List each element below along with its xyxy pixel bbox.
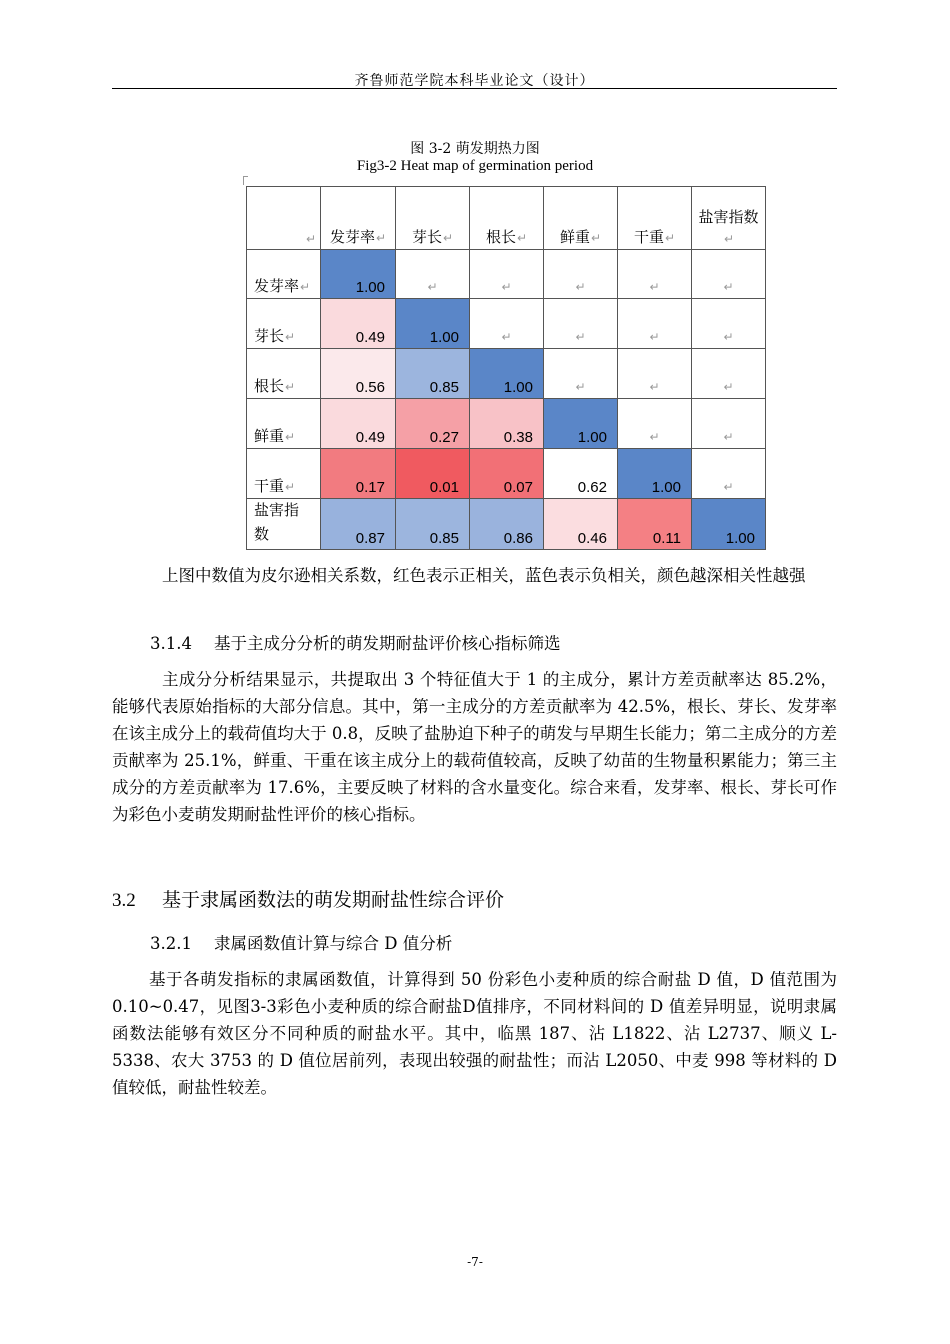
cell-value: 0.56: [355, 379, 385, 396]
heatmap-row: [247, 349, 766, 399]
cell-value: 0.27: [429, 429, 459, 446]
cell-value: 0.01: [429, 479, 459, 496]
heatmap-cell: [321, 399, 396, 449]
return-mark: ↵: [442, 231, 454, 245]
heatmap-cell: [692, 499, 766, 550]
return-mark: ↵: [300, 280, 311, 294]
cell-value: 0.49: [355, 429, 385, 446]
section-3-2-title: 基于隶属函数法的萌发期耐盐性综合评价: [162, 889, 505, 911]
section-3-2-number: 3.2: [112, 890, 136, 911]
heatmap-row: [247, 299, 766, 349]
return-mark: ↵: [575, 280, 586, 294]
heatmap-cell: [544, 299, 618, 349]
heatmap-row: [247, 499, 766, 550]
return-mark: ↵: [305, 232, 316, 246]
heatmap-cell: [396, 499, 470, 550]
cell-value: 1.00: [725, 530, 755, 547]
column-header: [618, 187, 692, 250]
column-header-label: 鲜重: [559, 229, 590, 246]
column-header-label: 根长: [485, 229, 516, 246]
row-header: [247, 449, 321, 499]
return-mark: ↵: [723, 480, 734, 494]
return-mark: ↵: [723, 280, 734, 294]
column-header: [470, 187, 544, 250]
return-mark: ↵: [723, 330, 734, 344]
return-mark: ↵: [723, 430, 734, 444]
return-mark: ↵: [285, 480, 296, 494]
column-header-label: 芽长: [411, 229, 442, 246]
page-number: -7-: [467, 1255, 483, 1269]
column-header: [692, 187, 766, 250]
paragraph-d-value: 基于各萌发指标的隶属函数值，计算得到 50 份彩色小麦种质的综合耐盐 D 值，D 值范围为 0.10~0.47，见图3-3彩色小麦种质的综合耐盐D值排序，不同材料间的 D 值差异明显，说明隶属函数法能够有效区分不同种质的耐盐水平。其中，临黑 187、沾 L1822、沾 L2737、顺义 L-5338、农大 3753 的 D 值位居前列，表现出较强的耐盐性；而沾 L2050、中麦 998 等材料的 D 值较低，耐盐性较差。: [112, 970, 837, 1097]
column-header: [544, 187, 618, 250]
figure-caption-cn: 图 3-2 萌发期热力图: [410, 141, 540, 157]
section-3-2-heading: [112, 885, 504, 912]
heatmap-cell: [692, 250, 766, 299]
return-mark: ↵: [649, 280, 660, 294]
section-3-1-4-number: 3.1.4: [150, 634, 192, 653]
return-mark: ↵: [427, 280, 438, 294]
heatmap-cell: [692, 349, 766, 399]
cell-value: 0.49: [355, 329, 385, 346]
heatmap-row: [247, 250, 766, 299]
heatmap-cell: [321, 250, 396, 299]
section-3-2-1-number: 3.2.1: [150, 934, 192, 953]
column-header: [396, 187, 470, 250]
heatmap-corner-cell: [247, 187, 321, 250]
column-header-label: 发芽率: [329, 229, 375, 246]
cell-value: 1.00: [651, 479, 681, 496]
heatmap-cell: [470, 299, 544, 349]
paragraph-pca: 主成分分析结果显示，共提取出 3 个特征值大于 1 的主成分，累计方差贡献率达 85.2%，能够代表原始指标的大部分信息。其中，第一主成分的方差贡献率为 42.5%，根长、芽长、发芽率在该主成分上的载荷值均大于 0.8，反映了盐胁迫下种子的萌发与早期生长能力；第二主成分的方差贡献率为 25.1%，鲜重、干重在该主成分上的载荷值较高，反映了幼苗的生物量积累能力；第三主成分的方差贡献率为 17.6%，主要反映了材料的含水量变化。综合来看，发芽率、根长、芽长可作为彩色小麦萌发期耐盐性评价的核心指标。: [112, 670, 837, 824]
page-header: 齐鲁师范学院本科毕业论文（设计）: [354, 73, 595, 89]
cell-value: 0.85: [429, 379, 459, 396]
heatmap-cell: [396, 299, 470, 349]
return-mark: ↵: [516, 231, 528, 245]
return-mark: ↵: [649, 380, 660, 394]
heatmap-cell: [692, 399, 766, 449]
row-header: [247, 399, 321, 449]
row-header: [247, 250, 321, 299]
heatmap-row: [247, 449, 766, 499]
row-header-label: 发芽率: [254, 278, 300, 295]
row-header: [247, 299, 321, 349]
return-mark: ↵: [285, 380, 296, 394]
heatmap-cell: [396, 399, 470, 449]
return-mark: ↵: [375, 231, 387, 245]
cell-value: 1.00: [577, 429, 607, 446]
return-mark: ↵: [649, 430, 660, 444]
cell-value: 0.85: [429, 530, 459, 547]
return-mark: ↵: [575, 330, 586, 344]
heatmap-cell: [470, 499, 544, 550]
heatmap-cell: [544, 499, 618, 550]
section-3-2-1-title: 隶属函数值计算与综合 D 值分析: [213, 934, 453, 953]
heatmap-header-row: [247, 187, 766, 250]
heatmap-cell: [544, 449, 618, 499]
heatmap-cell: [618, 499, 692, 550]
header-rule: [112, 88, 837, 89]
cell-value: 1.00: [429, 329, 459, 346]
return-mark: ↵: [575, 380, 586, 394]
cell-value: 1.00: [355, 279, 385, 296]
row-header-label: 芽长: [254, 328, 285, 345]
table-anchor-mark: [243, 176, 248, 185]
return-mark: ↵: [501, 280, 512, 294]
section-3-1-4-title: 基于主成分分析的萌发期耐盐评价核心指标筛选: [213, 634, 561, 653]
heatmap-cell: [544, 399, 618, 449]
heatmap-cell: [544, 349, 618, 399]
heatmap-cell: [618, 299, 692, 349]
heatmap-cell: [544, 250, 618, 299]
heatmap-table: [246, 186, 766, 550]
heatmap-cell: [618, 399, 692, 449]
cell-value: 0.07: [503, 479, 533, 496]
heatmap-cell: [470, 250, 544, 299]
heatmap-cell: [321, 299, 396, 349]
return-mark: ↵: [285, 330, 296, 344]
column-header: [321, 187, 396, 250]
figure-caption-en: Fig3-2 Heat map of germination period: [356, 158, 594, 174]
heatmap-cell: [396, 449, 470, 499]
cell-value: 0.38: [503, 429, 533, 446]
heatmap-cell: [470, 349, 544, 399]
heatmap-cell: [618, 250, 692, 299]
section-3-2-1-heading: [150, 930, 452, 954]
heatmap-cell: [396, 349, 470, 399]
heatmap-cell: [470, 399, 544, 449]
row-header-label: 盐害指数: [254, 502, 300, 543]
return-mark: ↵: [723, 232, 735, 246]
cell-value: 0.62: [577, 479, 607, 496]
heatmap-cell: [396, 250, 470, 299]
cell-value: 0.86: [503, 530, 533, 547]
return-mark: ↵: [285, 430, 296, 444]
row-header-label: 鲜重: [254, 428, 285, 445]
heatmap-cell: [618, 449, 692, 499]
column-header-label: 干重: [633, 229, 664, 246]
column-header-label: 盐害指数: [698, 209, 759, 226]
row-header: [247, 499, 321, 550]
heatmap-cell: [321, 499, 396, 550]
cell-value: 0.11: [652, 530, 681, 547]
cell-value: 0.17: [355, 479, 385, 496]
cell-value: 0.46: [577, 530, 607, 547]
cell-value: 0.87: [355, 530, 385, 547]
row-header-label: 干重: [254, 478, 285, 495]
return-mark: ↵: [649, 330, 660, 344]
return-mark: ↵: [723, 380, 734, 394]
heatmap-cell: [618, 349, 692, 399]
row-header-label: 根长: [254, 378, 285, 395]
return-mark: ↵: [501, 330, 512, 344]
return-mark: ↵: [664, 231, 676, 245]
heatmap-cell: [692, 299, 766, 349]
heatmap-row: [247, 399, 766, 449]
heatmap-cell: [321, 449, 396, 499]
heatmap-cell: [321, 349, 396, 399]
heatmap-cell: [470, 449, 544, 499]
heatmap-cell: [692, 449, 766, 499]
cell-value: 1.00: [503, 379, 533, 396]
row-header: [247, 349, 321, 399]
section-3-1-4-heading: [150, 630, 560, 654]
figure-note: 上图中数值为皮尔逊相关系数，红色表示正相关，蓝色表示负相关，颜色越深相关性越强: [162, 566, 806, 585]
return-mark: ↵: [590, 231, 602, 245]
